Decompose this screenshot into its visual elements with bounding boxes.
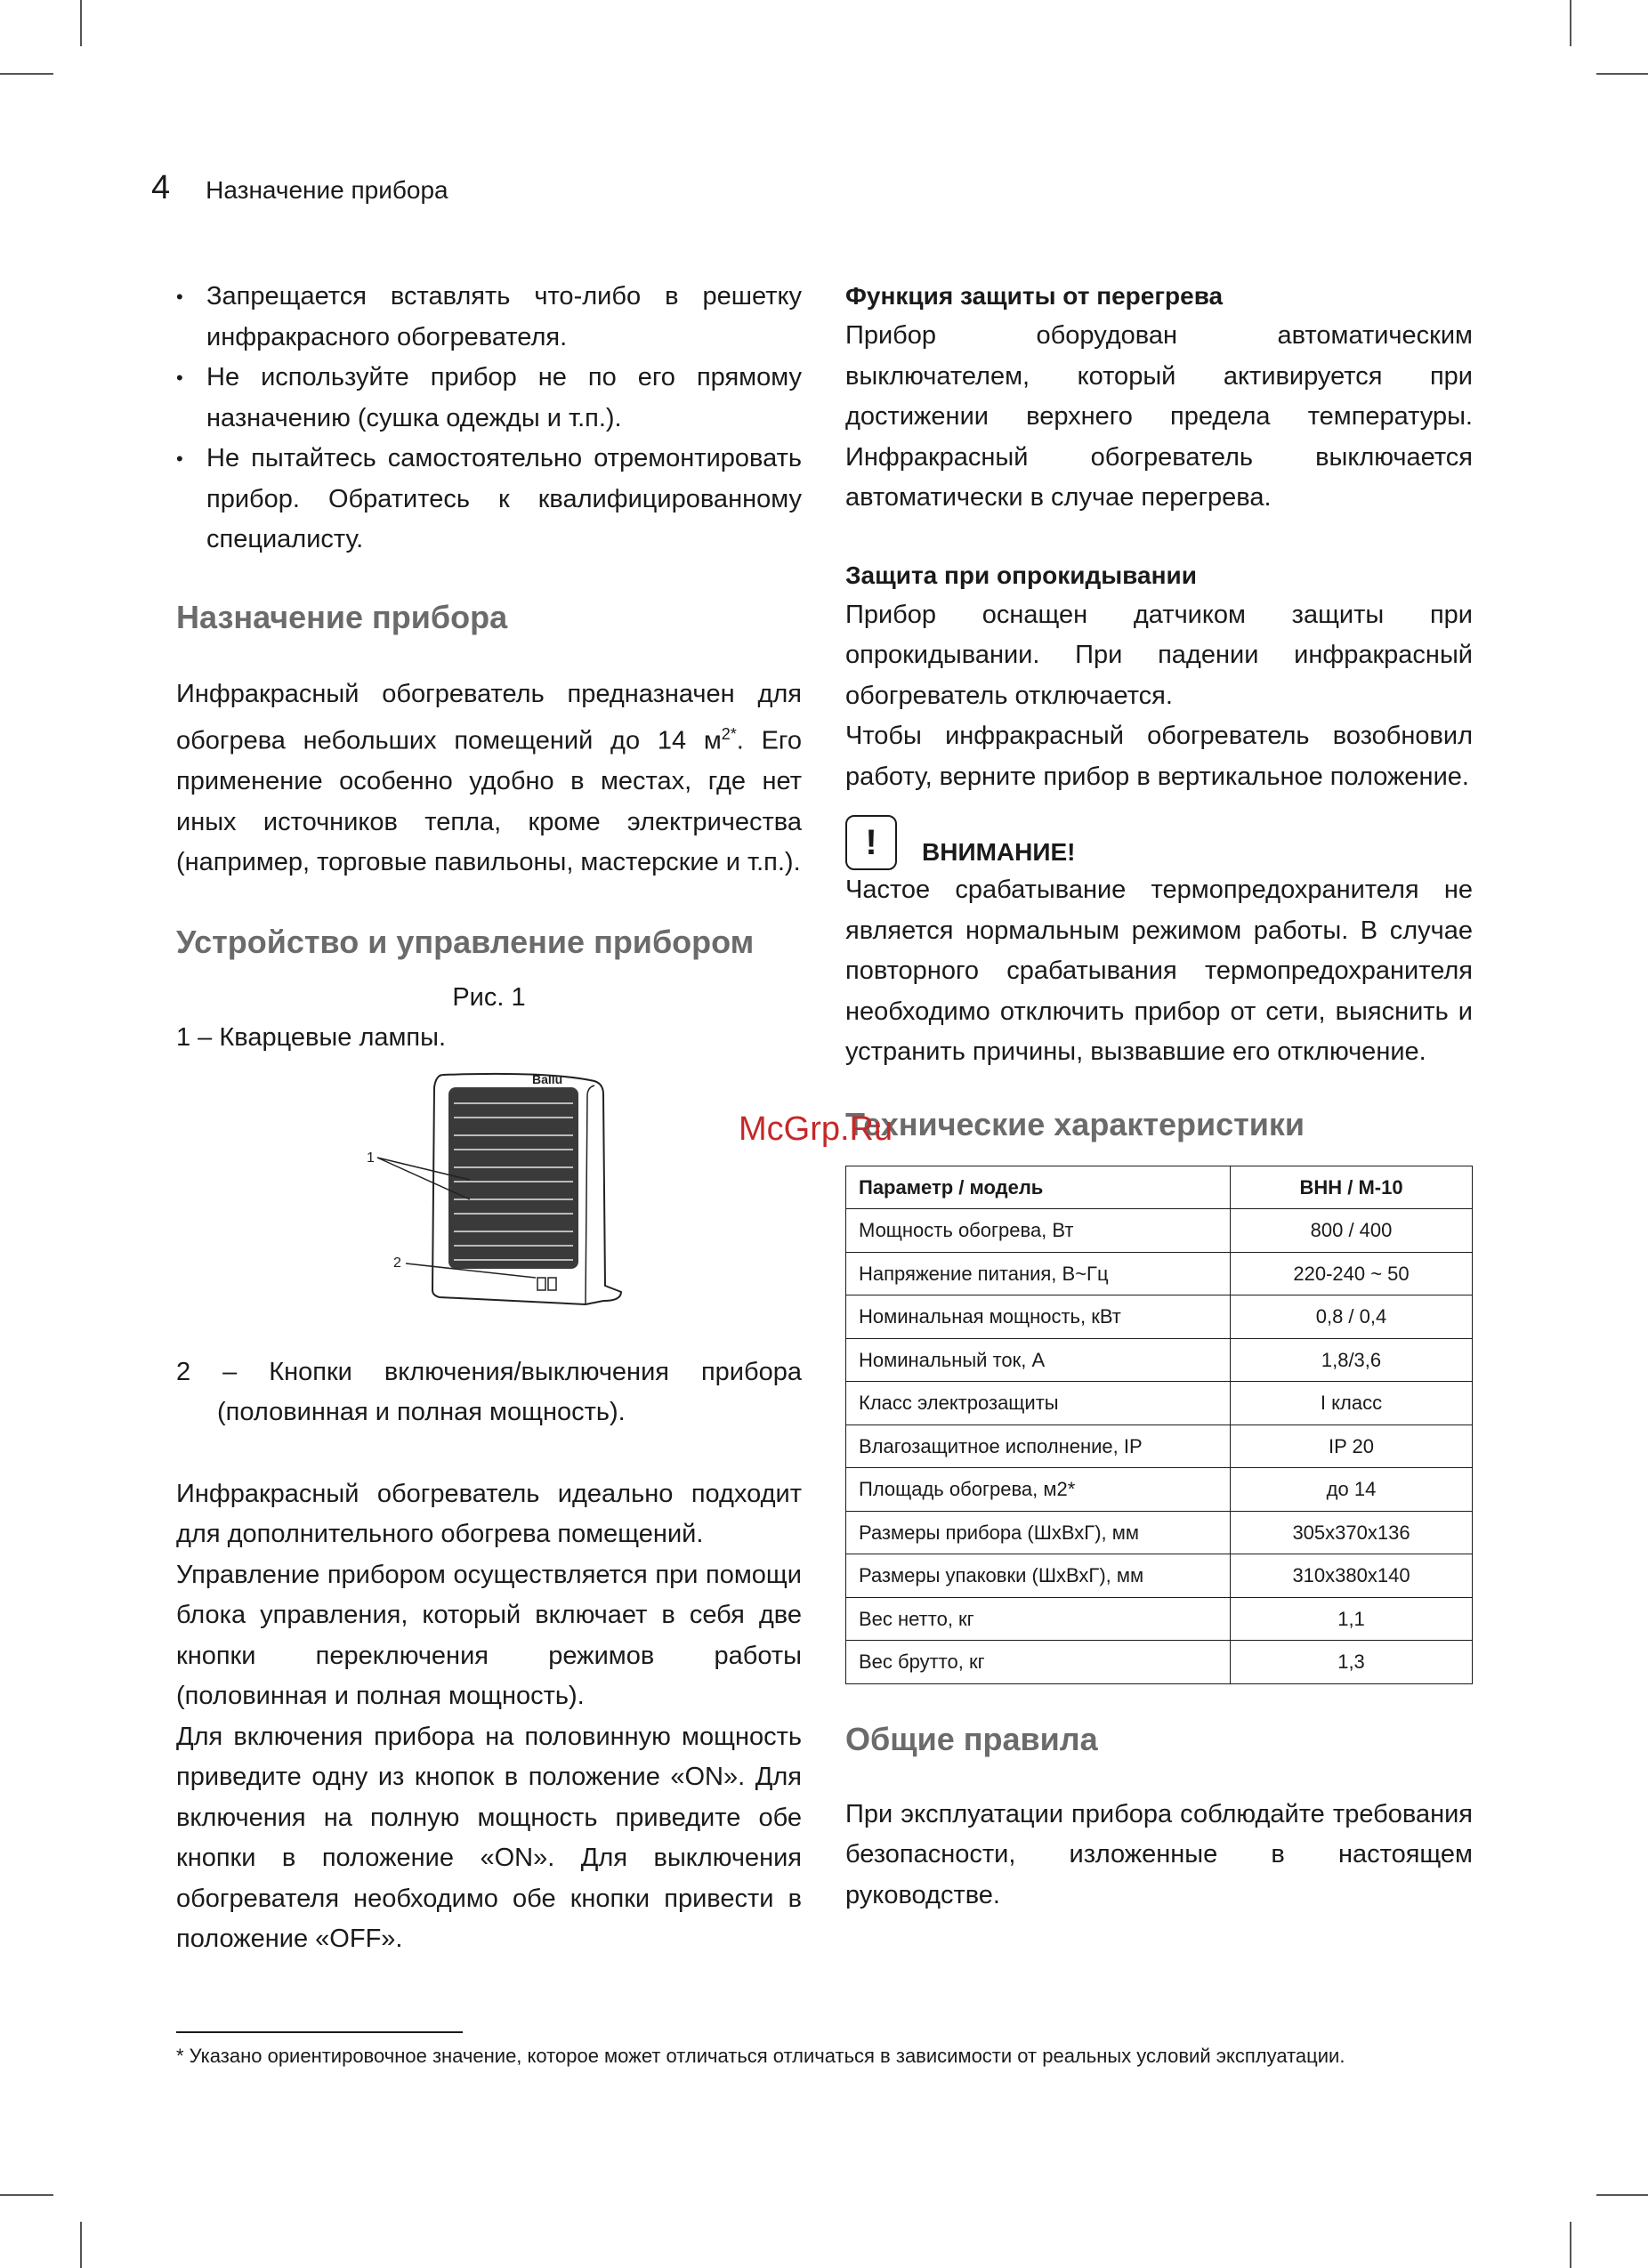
table-row [846, 1209, 1473, 1253]
table-cell: I класс [1231, 1382, 1473, 1425]
safety-bullets [176, 277, 802, 561]
running-title: Назначение прибора [206, 176, 448, 204]
table-cell: 1,1 [1231, 1597, 1473, 1641]
table-cell: 1,3 [1231, 1641, 1473, 1684]
table-row [846, 1425, 1473, 1468]
table-cell: 0,8 / 0,4 [1231, 1295, 1473, 1339]
paragraph: Для включения прибора на половинную мощность приведите одну из кнопок в положение «ON». Для включения на полную мощность приведите обе кнопки в положение «ON». Для выключения обогревателя необходимо обе кнопки привести в положение «OFF». [176, 1722, 802, 1954]
table-cell: Мощность обогрева, Вт [846, 1209, 1231, 1253]
footnote-divider [176, 2031, 463, 2033]
warning-row [845, 803, 1473, 870]
table-header-row [846, 1166, 1473, 1209]
table-row [846, 1468, 1473, 1512]
table-cell: Вес нетто, кг [846, 1597, 1231, 1641]
overheat-paragraph: Прибор оборудован автоматическим выключателем, который активируется при достижении верхнего предела температуры. Инфракрасный обогреватель выключается автоматически в случае перегрева. [845, 321, 1473, 512]
crop-mark [0, 2194, 53, 2196]
figure-caption: Рис. 1 [452, 982, 526, 1012]
table-row [846, 1295, 1473, 1339]
table-cell: Класс электрозащиты [846, 1382, 1231, 1425]
heater-figure [176, 1059, 802, 1352]
table-cell: до 14 [1231, 1468, 1473, 1512]
paragraph: Управление прибором осуществляется при помощи блока управления, который включает в себя две кнопки переключения режимов работы (половинная и полная мощность). [176, 1560, 802, 1711]
crop-mark [0, 73, 53, 75]
list-item: • Не пытайтесь самостоятельно отремонтировать прибор. Обратитесь к квалифицированному специалисту. [176, 439, 802, 561]
right-column [845, 277, 1473, 1916]
heater-illustration [176, 1059, 802, 1352]
heater-grille [448, 1087, 578, 1269]
warning-title: ВНИМАНИЕ! [922, 838, 1076, 866]
table-cell: 305x370x136 [1231, 1511, 1473, 1554]
crop-mark [1596, 73, 1648, 75]
table-row [846, 1252, 1473, 1295]
table-row [846, 1338, 1473, 1382]
table-cell: 220-240 ~ 50 [1231, 1252, 1473, 1295]
general-rules-paragraph: При эксплуатации прибора соблюдайте требования безопасности, изложенные в настоящем руководстве. [845, 1799, 1473, 1909]
brand-logo: Ballu [532, 1071, 563, 1086]
tip-over-paragraph: Чтобы инфракрасный обогреватель возобновил работу, верните прибор в вертикальное положение. [845, 722, 1473, 791]
page-number: 4 [151, 169, 171, 206]
table-row [846, 1597, 1473, 1641]
device-heading: Устройство и управление прибором [176, 923, 755, 960]
page-header [151, 169, 448, 214]
tip-over-paragraph: Прибор оснащен датчиком защиты при опрокидывании. При падении инфракрасный обогреватель отключается. [845, 600, 1473, 710]
table-row [846, 1641, 1473, 1684]
tip-over-heading: Защита при опрокидывании [845, 561, 1197, 589]
warning-icon: ! [845, 815, 897, 870]
specs-table [845, 1166, 1473, 1684]
specs-heading: Технические характеристики [845, 1105, 1305, 1142]
table-row [846, 1382, 1473, 1425]
table-cell: IP 20 [1231, 1425, 1473, 1468]
table-header-cell: BHH / M-10 [1231, 1166, 1473, 1209]
full-power-button [548, 1278, 556, 1290]
table-cell: Вес брутто, кг [846, 1641, 1231, 1684]
crop-mark [1596, 2194, 1648, 2196]
callout-2: 2 [393, 1255, 401, 1271]
figure-item-2: 2 – Кнопки включения/выключения прибора (половинная и полная мощность). [176, 1357, 802, 1427]
table-row [846, 1554, 1473, 1598]
table-cell: 800 / 400 [1231, 1209, 1473, 1253]
warning-paragraph: Частое срабатывание термопредохранителя не является нормальным режимом работы. В случае повторного срабатывания термопредохранителя необходимо отключить прибор от сети, выяснить и устранить причины, вызвавшие его отключение. [845, 876, 1473, 1066]
table-cell: Влагозащитное исполнение, IP [846, 1425, 1231, 1468]
crop-mark [80, 0, 82, 46]
overheat-heading: Функция защиты от перегрева [845, 282, 1224, 310]
crop-mark [1570, 2222, 1571, 2268]
heater-side [586, 1086, 594, 1304]
table-cell: Номинальный ток, А [846, 1338, 1231, 1382]
table-cell: Размеры упаковки (ШхВхГ), мм [846, 1554, 1231, 1598]
list-item: • Запрещается вставлять что-либо в решетку инфракрасного обогревателя. [176, 277, 802, 358]
crop-mark [1570, 0, 1571, 46]
left-column [176, 277, 802, 1960]
table-cell: 1,8/3,6 [1231, 1338, 1473, 1382]
crop-mark [80, 2222, 82, 2268]
footnote: * Указано ориентировочное значение, которое может отличаться отличаться в зависимости от реальных условий эксплуатации. [176, 2045, 1345, 2067]
table-header-cell: Параметр / модель [846, 1166, 1231, 1209]
paragraph: Инфракрасный обогреватель идеально подходит для дополнительного обогрева помещений. [176, 1479, 802, 1549]
purpose-paragraph: Инфракрасный обогреватель предназначен для обогрева небольших помещений до 14 $м^{2*}$. Его применение особенно удобно в местах, где нет иных источников тепла, кроме электричества (например, торговые павильоны, мастерские и т.п.). [176, 679, 802, 877]
list-item: • Не используйте прибор не по его прямому назначению (сушка одежды и т.п.). [176, 358, 802, 439]
table-cell: Размеры прибора (ШхВхГ), мм [846, 1511, 1231, 1554]
figure-item-1: 1 – Кварцевые лампы. [176, 1023, 447, 1053]
table-cell: Площадь обогрева, м2* [846, 1468, 1231, 1512]
watermark: McGrp.Ru [739, 1110, 893, 1148]
half-power-button [537, 1278, 545, 1290]
table-row [846, 1511, 1473, 1554]
general-rules-heading: Общие правила [845, 1720, 1098, 1757]
table-cell: Напряжение питания, В~Гц [846, 1252, 1231, 1295]
callout-1: 1 [367, 1150, 375, 1166]
table-cell: 310x380x140 [1231, 1554, 1473, 1598]
purpose-heading: Назначение прибора [176, 598, 508, 635]
table-cell: Номинальная мощность, кВт [846, 1295, 1231, 1339]
